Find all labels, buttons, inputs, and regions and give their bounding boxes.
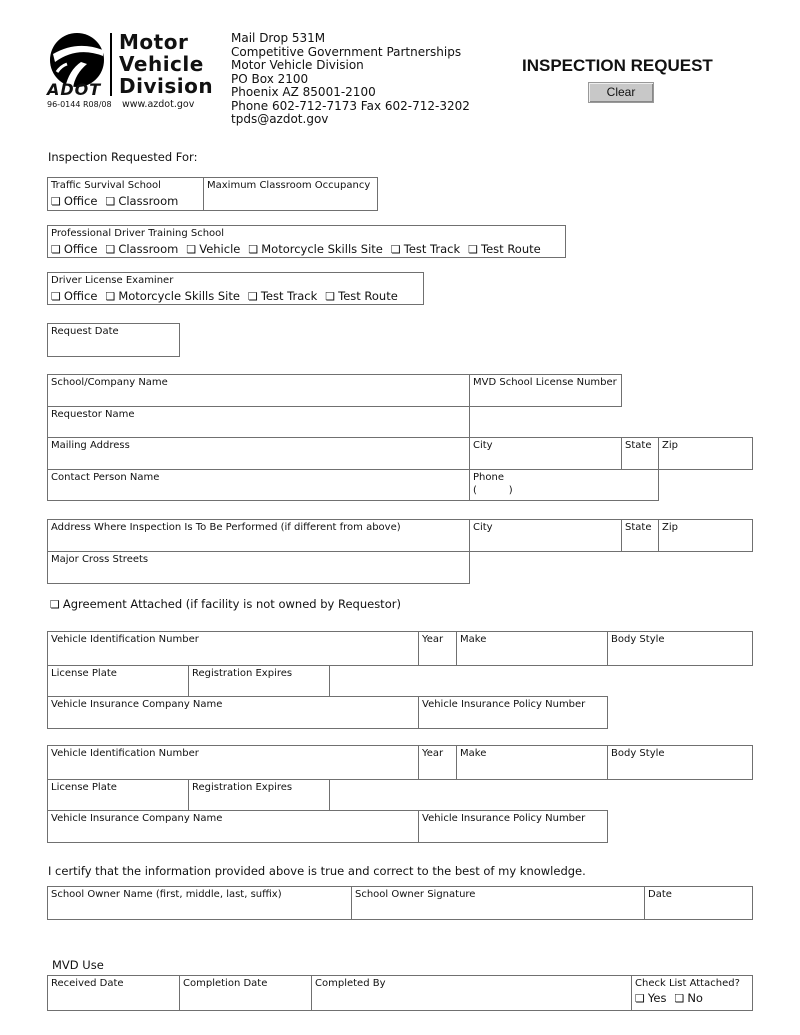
field-label: Address Where Inspection Is To Be Performed (if different from above) <box>51 522 401 533</box>
address-line: Motor Vehicle Division <box>231 58 364 72</box>
field-label: Zip <box>662 522 678 533</box>
vin-field-2[interactable] <box>47 745 419 780</box>
field-label: Registration Expires <box>192 668 293 679</box>
address-line: PO Box 2100 <box>231 71 309 86</box>
make-field-2[interactable] <box>456 745 608 780</box>
school-name-field[interactable] <box>47 374 470 407</box>
field-label: State <box>625 522 652 533</box>
received-date-field[interactable] <box>47 975 180 1011</box>
inspection-address-field[interactable] <box>47 519 470 552</box>
field-label: Check List Attached? <box>635 978 740 989</box>
checkbox-vehicle[interactable]: ❏ Vehicle <box>186 242 240 256</box>
field-label: City <box>473 440 493 451</box>
dle-cell <box>47 272 424 305</box>
insurance-policy-field-2[interactable] <box>418 810 608 843</box>
license-plate-field-2[interactable] <box>47 779 189 811</box>
body-style-field-2[interactable] <box>607 745 753 780</box>
phone-field[interactable] <box>469 469 659 501</box>
field-label: Major Cross Streets <box>51 554 149 565</box>
logo-divider <box>110 33 112 96</box>
field-label: Professional Driver Training School <box>51 228 225 239</box>
field-label: School Owner Name (first, middle, last, suffix) <box>51 889 282 900</box>
field-label: Vehicle Insurance Policy Number <box>422 813 586 824</box>
request-date-field[interactable] <box>47 323 180 357</box>
checkbox-test-route[interactable]: ❏ Test Route <box>468 242 541 256</box>
make-field[interactable] <box>456 631 608 666</box>
logo-line: Division <box>119 74 214 98</box>
logo-line: Motor <box>119 30 189 54</box>
inspection-for-label: Inspection Requested For: <box>48 150 198 164</box>
mailing-address-field[interactable] <box>47 437 470 470</box>
owner-signature-field[interactable] <box>351 886 645 920</box>
checkbox-office[interactable]: ❏ Office <box>51 194 97 208</box>
insurance-company-field[interactable] <box>47 696 419 729</box>
completed-by-field[interactable] <box>311 975 632 1011</box>
registration-expires-field-2[interactable] <box>188 779 330 811</box>
address-line: Competitive Government Partnerships <box>231 44 462 59</box>
state-field[interactable] <box>621 437 659 470</box>
field-label: Year <box>422 748 444 759</box>
contact-name-field[interactable] <box>47 469 470 501</box>
traffic-survival-cell[interactable] <box>47 177 204 211</box>
year-field[interactable] <box>418 631 457 666</box>
insurance-policy-field[interactable] <box>418 696 608 729</box>
field-label: Traffic Survival School <box>51 180 161 191</box>
page-title: INSPECTION REQUEST <box>522 56 713 75</box>
form-number: 96-0144 R08/08 <box>47 100 112 109</box>
agreement-checkbox[interactable] <box>50 597 401 611</box>
mvd-use-heading: MVD Use <box>52 958 104 972</box>
field-label: School Owner Signature <box>355 889 476 900</box>
field-label: License Plate <box>51 668 117 679</box>
owner-name-field[interactable] <box>47 886 352 920</box>
inspection-city-field[interactable] <box>469 519 622 552</box>
mailing-address-block <box>231 32 470 127</box>
address-line: Phoenix AZ 85001-2100 <box>231 85 376 99</box>
field-label: Make <box>460 634 487 645</box>
website: www.azdot.gov <box>122 99 195 110</box>
agreement-label: ❏ Agreement Attached (if facility is not owned by Requestor) <box>50 597 401 611</box>
field-label: Make <box>460 748 487 759</box>
registration-expires-field[interactable] <box>188 665 330 697</box>
body-style-field[interactable] <box>607 631 753 666</box>
field-label: Phone <box>473 472 504 483</box>
field-label: Body Style <box>611 748 665 759</box>
field-label: Completed By <box>315 978 386 989</box>
field-label: Vehicle Insurance Company Name <box>51 813 223 824</box>
checkbox-test-route[interactable]: ❏ Test Route <box>325 289 398 303</box>
max-occupancy-field[interactable] <box>203 177 378 211</box>
checkbox-test-track[interactable]: ❏ Test Track <box>248 289 317 303</box>
field-label: Zip <box>662 440 678 451</box>
year-field-2[interactable] <box>418 745 457 780</box>
checklist-cell <box>631 975 753 1011</box>
checkbox-no[interactable]: ❏ No <box>674 991 703 1005</box>
field-label: Completion Date <box>183 978 268 989</box>
field-label: Request Date <box>51 326 119 337</box>
license-number-field[interactable] <box>469 374 622 407</box>
inspection-state-field[interactable] <box>621 519 659 552</box>
checkbox-classroom[interactable]: ❏ Classroom <box>105 194 178 208</box>
vin-field[interactable] <box>47 631 419 666</box>
cross-streets-field[interactable] <box>47 551 470 584</box>
field-label: Vehicle Identification Number <box>51 748 199 759</box>
completion-date-field[interactable] <box>179 975 312 1011</box>
field-label: Body Style <box>611 634 665 645</box>
field-label: Vehicle Insurance Company Name <box>51 699 223 710</box>
field-label: Mailing Address <box>51 440 130 451</box>
phone-format: ( ) <box>473 485 513 496</box>
checkbox-motorcycle-site[interactable]: ❏ Motorcycle Skills Site <box>248 242 383 256</box>
clear-button[interactable]: Clear <box>588 82 654 103</box>
requestor-name-field[interactable] <box>47 406 470 438</box>
adot-brand: ADOT <box>47 80 102 99</box>
field-label: Date <box>648 889 672 900</box>
checkbox-office[interactable]: ❏ Office <box>51 242 97 256</box>
field-label: Year <box>422 634 444 645</box>
field-label: Received Date <box>51 978 124 989</box>
zip-field[interactable] <box>658 437 753 470</box>
license-plate-field[interactable] <box>47 665 189 697</box>
field-label: Maximum Classroom Occupancy <box>207 180 371 191</box>
field-label: MVD School License Number <box>473 377 617 388</box>
field-label: Contact Person Name <box>51 472 160 483</box>
checkbox-motorcycle-site[interactable]: ❏ Motorcycle Skills Site <box>105 289 240 303</box>
field-label: Driver License Examiner <box>51 275 174 286</box>
city-field[interactable] <box>469 437 622 470</box>
logo-title <box>119 31 213 97</box>
checkbox-test-track[interactable]: ❏ Test Track <box>391 242 460 256</box>
field-label: School/Company Name <box>51 377 168 388</box>
address-line: Mail Drop 531M <box>231 31 326 45</box>
pdts-cell <box>47 225 566 258</box>
certification-text: I certify that the information provided above is true and correct to the best of my knowledge. <box>48 864 586 878</box>
checkbox-office[interactable]: ❏ Office <box>51 289 97 303</box>
checkbox-yes[interactable]: ❏ Yes <box>635 991 666 1005</box>
logo-line: Vehicle <box>119 52 204 76</box>
field-label: License Plate <box>51 782 117 793</box>
insurance-company-field-2[interactable] <box>47 810 419 843</box>
field-label: Vehicle Identification Number <box>51 634 199 645</box>
field-label: Registration Expires <box>192 782 293 793</box>
checkbox-classroom[interactable]: ❏ Classroom <box>105 242 178 256</box>
field-label: City <box>473 522 493 533</box>
field-label: Vehicle Insurance Policy Number <box>422 699 586 710</box>
address-line: Phone 602-712-7173 Fax 602-712-3202 <box>231 98 470 113</box>
field-label: Requestor Name <box>51 409 135 420</box>
field-label: State <box>625 440 652 451</box>
address-line: tpds@azdot.gov <box>231 112 329 126</box>
owner-date-field[interactable] <box>644 886 753 920</box>
inspection-zip-field[interactable] <box>658 519 753 552</box>
